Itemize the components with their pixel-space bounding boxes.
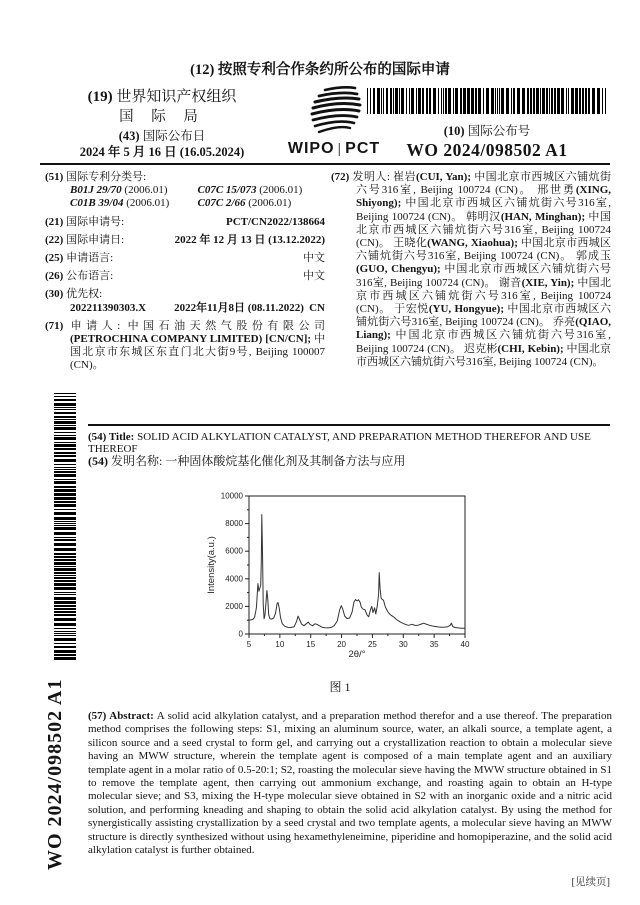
svg-text:25: 25 xyxy=(367,640,377,649)
svg-text:30: 30 xyxy=(398,640,408,649)
svg-text:40: 40 xyxy=(460,640,470,649)
svg-text:0: 0 xyxy=(238,629,243,639)
header-pubnum-block xyxy=(364,88,610,161)
barcode-horizontal xyxy=(367,88,607,114)
ipc-code: B01J 29/70 (2006.01) xyxy=(70,184,168,197)
field-application-number: (21) 国际申请号: PCT/CN2022/138664 xyxy=(45,215,325,228)
continuation-note: [见续页] xyxy=(571,877,610,888)
field-ipc: (51) 国际专利分类号: B01J 29/70 (2006.01) C07C 15/073 (2006.01) C01B 39/04 (2006.01) C07C 2/66 (2006.01) xyxy=(45,171,325,211)
field-applicant: (71) 申请人: 中国石油天然气股份有限公司 (PETROCHINA COMPANY LIMITED) [CN/CN]; 中国北京市东城区东直门北大街9号, Beijing 100007 (CN)。 xyxy=(45,319,326,372)
logo-separator: | xyxy=(337,140,343,156)
ipc-codes-grid xyxy=(45,184,325,210)
svg-text:10000: 10000 xyxy=(220,491,243,501)
field-19: (19) xyxy=(87,89,113,105)
field-publication-language: (26) 公布语言: 中文 xyxy=(45,270,325,283)
field-priority: (30) 优先权: 202211390303.X 2022年11月8日 (08.11.2022) CN xyxy=(45,288,325,314)
field-10: (10) xyxy=(443,124,465,138)
title-chinese: (54) 发明名称: 一种固体酸烷基化催化剂及其制备方法与应用 xyxy=(88,454,406,468)
wipo-globe-icon xyxy=(295,84,373,138)
priority-number: 202211390303.X xyxy=(70,301,147,314)
field-filing-date: (22) 国际申请日: 2022 年 12 月 13 日 (13.12.2022) xyxy=(45,233,325,246)
svg-text:4000: 4000 xyxy=(225,574,243,584)
field-inventors: (72) 发明人: 崔岩(CUI, Yan); 中国北京市西城区六铺炕街六号316室, Beijing 100724 (CN)。 邢世勇(XING, Shiyong); 中国北京市西城区六铺炕街六号316室, Beijing 100724 (CN)。 韩明汉(HAN, Minghan); 中国北京市西城区六铺炕街六号316室, Beijing 100724 (CN)。 王晓化(WANG, Xiaohua); 中国北京市西城区六铺炕街六号316室, Beijing 100724 (CN)。 郭成玉(GUO, Chengyu); 中国北京市西城区六铺炕街六号316室, Beijing 100724 (CN)。 谢音(XIE, Yin); 中国北京市西城区六铺炕街六号316室, Beijing 100724 (CN)。 于宏悦(YU, Hongyue); 中国北京市西城区六铺炕街六号316室, Beijing 100724 (CN)。 乔亮(QIAO, Liang); 中国北京市西城区六铺炕街六号316室, Beijing 100724 (CN)。 迟克彬(CHI, Kebin); 中国北京市西城区六铺炕街六号316室, Beijing 100724 (CN)。 xyxy=(331,171,612,368)
svg-text:6000: 6000 xyxy=(225,546,243,556)
ipc-code: C01B 39/04 (2006.01) xyxy=(70,197,170,210)
xrd-chart-svg xyxy=(203,486,477,674)
svg-text:35: 35 xyxy=(429,640,439,649)
svg-text:20: 20 xyxy=(337,640,347,649)
header-divider xyxy=(40,163,610,165)
publication-language-value: 中文 xyxy=(303,270,325,283)
svg-text:2000: 2000 xyxy=(225,601,243,611)
svg-text:8000: 8000 xyxy=(225,519,243,529)
ipc-code: C07C 2/66 (2006.01) xyxy=(197,197,292,210)
application-number-value: PCT/CN2022/138664 xyxy=(226,215,325,228)
wipo-pct-wordmark: WIPO | PCT xyxy=(287,140,381,157)
org-bureau: 国 际 局 xyxy=(119,108,205,125)
xrd-chart xyxy=(203,486,477,674)
figure-caption: 图 1 xyxy=(329,680,351,694)
title-divider xyxy=(88,424,610,426)
org-name: (19) 世界知识产权组织 xyxy=(87,89,237,105)
svg-text:5: 5 xyxy=(246,640,252,649)
biblio-left-column xyxy=(45,171,325,378)
filing-date-value: 2022 年 12 月 13 日 (13.12.2022) xyxy=(174,233,325,246)
field-43: (43) xyxy=(118,128,140,143)
priority-country: CN xyxy=(309,301,325,314)
pub-date-label: (43) 国际公布日 xyxy=(118,128,206,143)
svg-text:Intensity(a.u.): Intensity(a.u.) xyxy=(206,536,217,594)
priority-date: 2022年11月8日 (08.11.2022) xyxy=(174,301,304,314)
svg-text:15: 15 xyxy=(306,640,316,649)
biblio-right-column xyxy=(331,171,611,369)
priority-data xyxy=(45,302,325,315)
abstract-text: A solid acid alkylation catalyst, and a preparation method therefor and a use thereof. The preparation method comprises the following steps: S1, mixing an aluminum source, water, an alkali source, a template agent, a silicon source and a seed crystal to form gel, and carrying out a crystallization reaction to obtain a molecular sieve having an MWW structure, wherein the template agent is composed of a main template agent and an auxiliary template agent in a molar ratio of 0.5-20:1; S2, roasting the molecular sieve having the MWW structure obtained in S1 to remove the template agent, then carrying out ammonium exchange, and roasting again to obtain an H-type molecular sieve; and S3, mixing the H-type molecular sieve obtained in S2 with an inorganic oxide and a nitric acid solution, and performing kneading and shaping to obtain the solid acid alkylation catalyst. By using the method for synergistically assisting crystallization by a seed crystal and two template agents, a molecular sieve having an MWW structure is directly synthesized without using hexamethyleneimine, piperidine and homopiperazine, and the solid acid alkylation catalyst is further obtained. xyxy=(88,710,612,857)
pub-date-value: 2024 年 5 月 16 日 (16.05.2024) xyxy=(79,144,245,159)
publication-number: WO 2024/098502 A1 xyxy=(406,140,568,160)
publication-number-vertical: WO 2024/098502 A1 xyxy=(44,678,66,870)
abstract: (57) Abstract: A solid acid alkylation catalyst, and a preparation method therefor and a use thereof. The preparation method comprises the following steps: S1, mixing an aluminum source, water, an alkali source, a template agent, a silicon source and a seed crystal to form gel, and carrying out a crystallization reaction to obtain a molecular sieve having an MWW structure, wherein the template agent is composed of a main template agent and an auxiliary template agent in a molar ratio of 0.5-20:1; S2, roasting the molecular sieve having the MWW structure obtained in S1 to remove the template agent, then carrying out ammonium exchange, and roasting again to obtain an H-type molecular sieve; and S3, mixing the H-type molecular sieve obtained in S2 with an inorganic oxide and a nitric acid solution, and performing kneading and shaping to obtain the solid acid alkylation catalyst. By using the method for synergistically assisting crystallization by a seed crystal and two template agents, a molecular sieve having an MWW structure is directly synthesized without using hexamethyleneimine, piperidine and homopiperazine, and the solid acid alkylation catalyst is further obtained. xyxy=(88,710,612,857)
svg-text:2θ/°: 2θ/° xyxy=(348,649,366,660)
barcode-vertical xyxy=(54,393,76,660)
header-org-block xyxy=(52,88,272,160)
title-english: (54) Title: SOLID ACID ALKYLATION CATALYST, AND PREPARATION METHOD THEREFOR AND USE THEREOF xyxy=(88,431,591,455)
pub-num-label: (10) 国际公布号 xyxy=(443,124,531,138)
filing-language-value: 中文 xyxy=(303,252,325,265)
doc-type-line: (12) 按照专利合作条约所公布的国际申请 xyxy=(190,62,450,78)
field-filing-language: (25) 申请语言: 中文 xyxy=(45,252,325,265)
ipc-code: C07C 15/073 (2006.01) xyxy=(197,184,303,197)
svg-text:10: 10 xyxy=(275,640,285,649)
